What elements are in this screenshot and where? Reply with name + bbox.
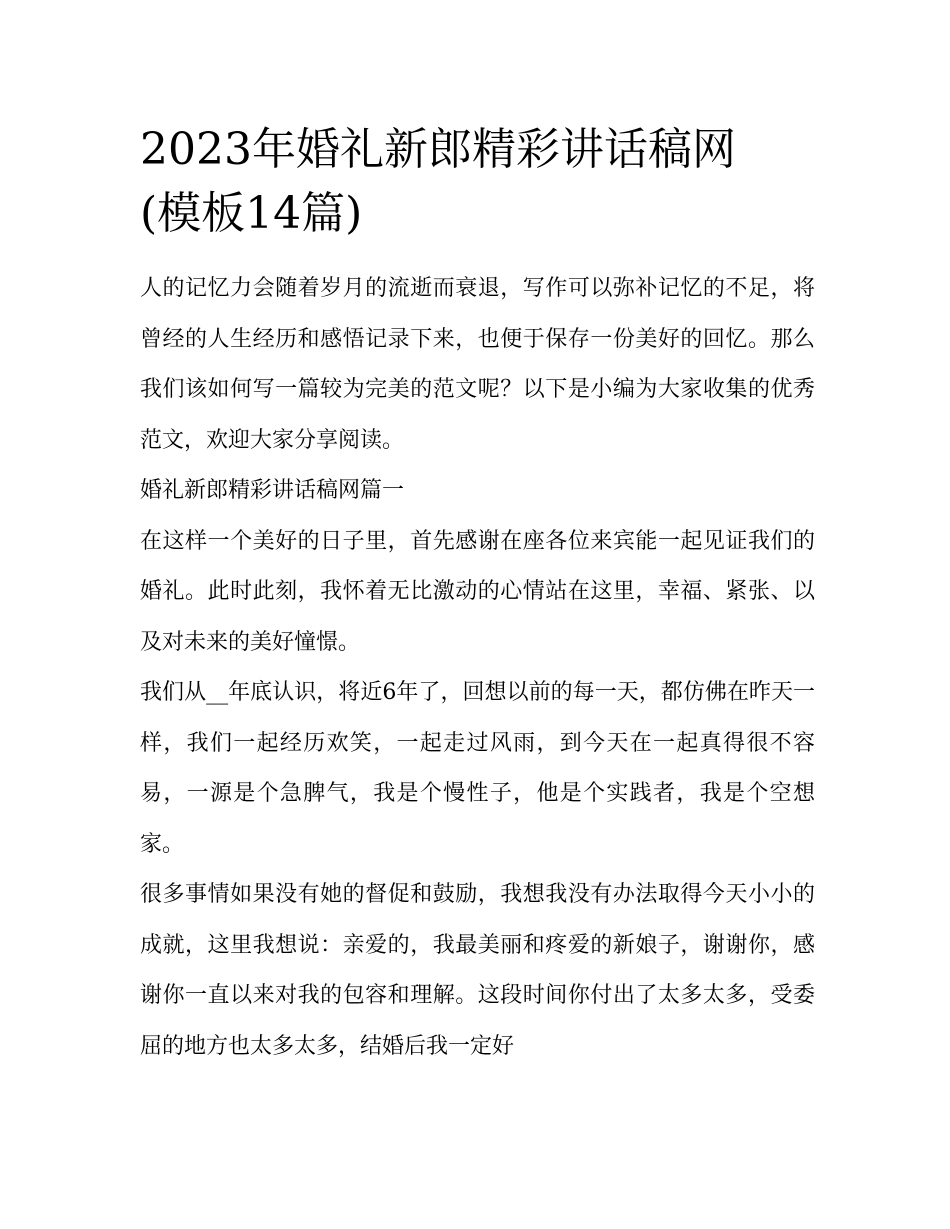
document-title-line1: 2023年婚礼新郎精彩讲话稿网 <box>140 124 736 175</box>
body-paragraph-2: 我们从__年底认识，将近6年了，回想以前的每一天，都仿佛在昨天一样，我们一起经历欢笑，一起走过风雨，到今天在一起真得很不容易，一源是个急脾气，我是个慢性子，他是个实践者，我是个空想家。 <box>140 680 815 857</box>
document-title <box>140 118 815 246</box>
document-title-line2: (模板14篇) <box>140 188 363 239</box>
body-paragraph-3: 很多事情如果没有她的督促和鼓励，我想我没有办法取得今天小小的成就，这里我想说：亲爱的，我最美丽和疼爱的新娘子，谢谢你，感谢你一直以来对我的包容和理解。这段时间你付出了太多太多，受委屈的地方也太多太多，结婚后我一定好 <box>140 882 815 1059</box>
document-page <box>140 118 815 1072</box>
body-paragraph-1: 在这样一个美好的日子里，首先感谢在座各位来宾能一起见证我们的婚礼。此时此刻，我怀着无比激动的心情站在这里，幸福、紧张、以及对未来的美好憧憬。 <box>140 528 815 655</box>
intro-paragraph: 人的记忆力会随着岁月的流逝而衰退，写作可以弥补记忆的不足，将曾经的人生经历和感悟记录下来，也便于保存一份美好的回忆。那么我们该如何写一篇较为完美的范文呢？以下是小编为大家收集的优秀范文，欢迎大家分享阅读。 <box>140 276 815 453</box>
section-heading: 婚礼新郎精彩讲话稿网篇一 <box>140 478 405 503</box>
